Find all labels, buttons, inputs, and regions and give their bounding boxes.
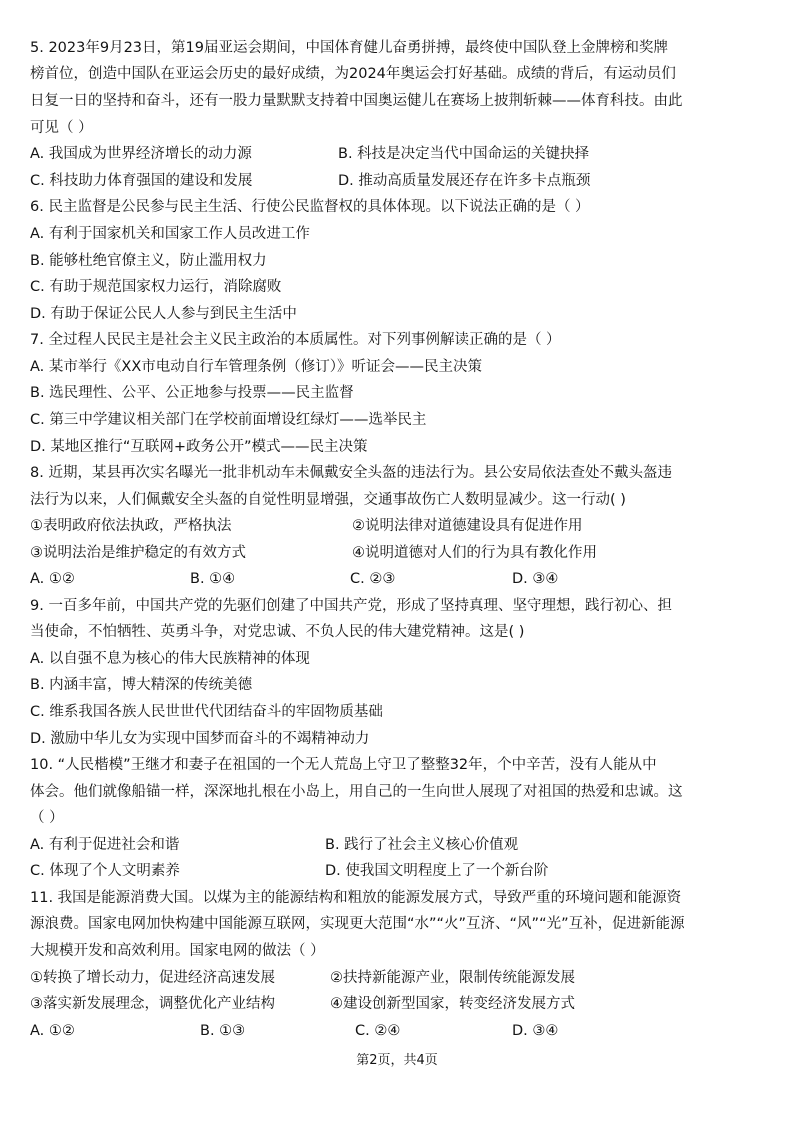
- q8-stem-line-2: 法行为以来，人们佩戴安全头盔的自觉性明显增强，交通事故伤亡人数明显减少。这一行动( ): [30, 492, 626, 508]
- q8-option-d: D. ③④: [512, 571, 559, 587]
- q10-stem-line-1: 10. “人民楷模”王继才和妻子在祖国的一个无人荒岛上守卫了整整32年，个中辛苦，没有人能从中: [30, 757, 657, 773]
- q5-option-c: C. 科技助力体育强国的建设和发展: [30, 173, 253, 189]
- q10-option-d: D. 使我国文明程度上了一个新台阶: [325, 863, 549, 879]
- q8-option-a: A. ①②: [30, 571, 75, 587]
- q11-option-b: B. ①③: [200, 1023, 246, 1039]
- q7-option-b: B. 选民理性、公平、公正地参与投票——民主监督: [30, 385, 354, 401]
- q7-option-a: A. 某市举行《XX市电动自行车管理条例（修订）》听证会——民主决策: [30, 359, 482, 375]
- q6-stem-line-1: 6. 民主监督是公民参与民主生活、行使公民监督权的具体体现。以下说法正确的是（ ）: [30, 199, 590, 215]
- q10-option-c: C. 体现了个人文明素养: [30, 863, 180, 879]
- q5-option-b: B. 科技是决定当代中国命运的关键抉择: [338, 146, 590, 162]
- q11-stem-line-2: 源浪费。国家电网加快构建中国能源互联网，实现更大范围“水”“火”互济、“风”“光”互补，促进新能源: [30, 916, 685, 932]
- q9-stem-line-1: 9. 一百多年前，中国共产党的先驱们创建了中国共产党，形成了坚持真理、坚守理想，践行初心、担: [30, 598, 672, 614]
- q11-option-c: C. ②④: [355, 1023, 401, 1039]
- q9-option-d: D. 激励中华儿女为实现中国梦而奋斗的不竭精神动力: [30, 731, 370, 747]
- q10-option-b: B. 践行了社会主义核心价值观: [325, 837, 519, 853]
- q8-stem-line-1: 8. 近期，某县再次实名曝光一批非机动车未佩戴安全头盔的违法行为。县公安局依法查处不戴头盔违: [30, 465, 672, 481]
- q8-option-c: C. ②③: [350, 571, 396, 587]
- q11-option-d: D. ③④: [512, 1023, 559, 1039]
- q5-option-d: D. 推动高质量发展还存在许多卡点瓶颈: [338, 173, 591, 189]
- q5-stem-line-3: 日复一日的坚持和奋斗，还有一股力量默默支持着中国奥运健儿在赛场上披荆斩棘——体育科技。由此: [30, 93, 683, 109]
- q8-statement-4: ④说明道德对人们的行为具有教化作用: [352, 545, 597, 561]
- q11-option-a: A. ①②: [30, 1023, 75, 1039]
- q5-option-a: A. 我国成为世界经济增长的动力源: [30, 146, 252, 162]
- q7-option-d: D. 某地区推行“互联网+政务公开”模式——民主决策: [30, 439, 368, 455]
- q11-statement-1: ①转换了增长动力，促进经济高速发展: [30, 970, 275, 986]
- q6-option-b: B. 能够杜绝官僚主义，防止滥用权力: [30, 253, 267, 269]
- q11-statement-4: ④建设创新型国家，转变经济发展方式: [330, 996, 575, 1012]
- q10-stem-line-3: （ ）: [30, 810, 64, 826]
- q9-option-c: C. 维系我国各族人民世世代代团结奋斗的牢固物质基础: [30, 704, 383, 720]
- q6-option-c: C. 有助于规范国家权力运行，消除腐败: [30, 279, 282, 295]
- q8-option-b: B. ①④: [190, 571, 236, 587]
- q10-stem-line-2: 体会。他们就像船锚一样，深深地扎根在小岛上，用自己的一生向世人展现了对祖国的热爱和忠诚。这: [30, 784, 683, 800]
- q8-statement-3: ③说明法治是维护稳定的有效方式: [30, 545, 246, 561]
- q7-option-c: C. 第三中学建议相关部门在学校前面增设红绿灯——选举民主: [30, 412, 427, 428]
- q7-stem-line-1: 7. 全过程人民民主是社会主义民主政治的本质属性。对下列事例解读正确的是（ ）: [30, 332, 561, 348]
- q5-stem-line-2: 榜首位，创造中国队在亚运会历史的最好成绩，为2024年奥运会打好基础。成绩的背后，有运动员们: [30, 66, 676, 82]
- q5-stem-line-1: 5. 2023年9月23日，第19届亚运会期间，中国体育健儿奋勇拼搏，最终使中国队登上金牌榜和奖牌: [30, 40, 668, 56]
- q10-option-a: A. 有利于促进社会和谐: [30, 837, 180, 853]
- q6-option-d: D. 有助于保证公民人人参与到民主生活中: [30, 306, 297, 322]
- q5-stem-line-4: 可见（ ）: [30, 120, 93, 136]
- q8-statement-1: ①表明政府依法执政，严格执法: [30, 518, 232, 534]
- q9-option-b: B. 内涵丰富，博大精深的传统美德: [30, 677, 253, 693]
- page-number: 第2页，共4页: [356, 1053, 438, 1068]
- q9-option-a: A. 以自强不息为核心的伟大民族精神的体现: [30, 651, 310, 667]
- q9-stem-line-2: 当使命，不怕牺牲、英勇斗争，对党忠诚、不负人民的伟大建党精神。这是( ): [30, 624, 525, 640]
- q11-stem-line-3: 大规模开发和高效利用。国家电网的做法（ ）: [30, 943, 325, 959]
- q6-option-a: A. 有利于国家机关和国家工作人员改进工作: [30, 226, 310, 242]
- q11-statement-2: ②扶持新能源产业，限制传统能源发展: [330, 970, 575, 986]
- q11-statement-3: ③落实新发展理念，调整优化产业结构: [30, 996, 275, 1012]
- q8-statement-2: ②说明法律对道德建设具有促进作用: [352, 518, 583, 534]
- q11-stem-line-1: 11. 我国是能源消费大国。以煤为主的能源结构和粗放的能源发展方式，导致严重的环境问题和能源资: [30, 890, 682, 906]
